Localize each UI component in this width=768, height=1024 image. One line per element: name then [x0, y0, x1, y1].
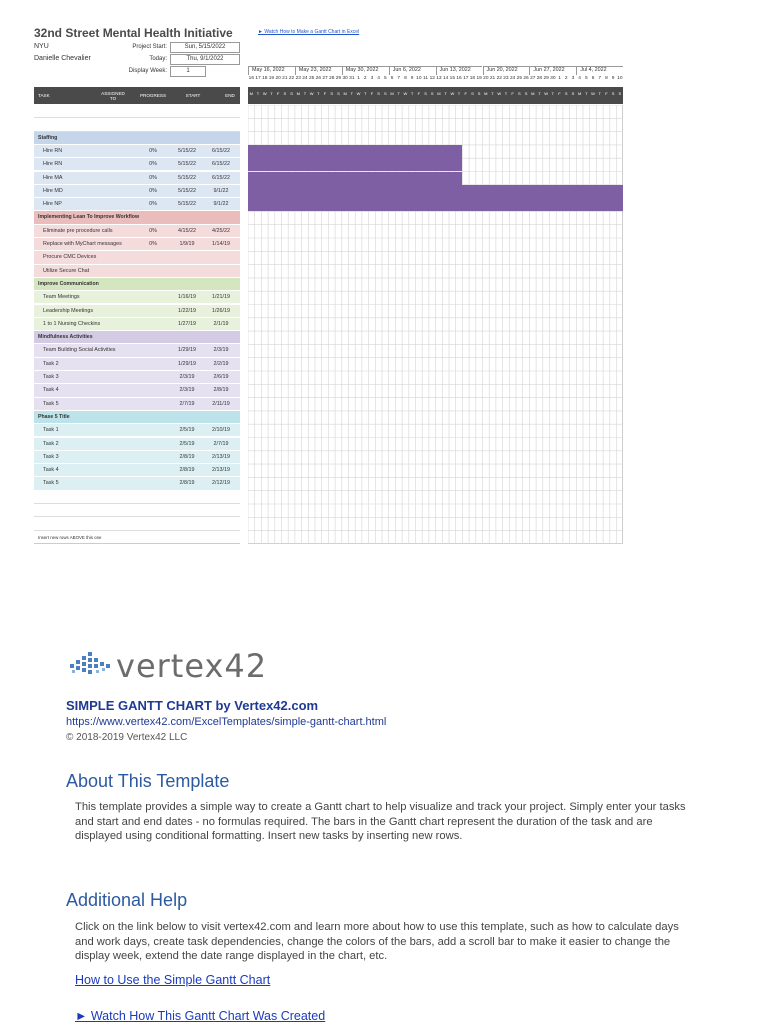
day-number: 24 [509, 76, 516, 81]
day-number: 12 [429, 76, 435, 81]
day-letter: M [390, 91, 394, 96]
week-label: May 16, 2022 [252, 67, 285, 73]
task-start[interactable]: 2/5/19 [179, 440, 195, 447]
watch-created-link[interactable]: ► Watch How This Gantt Chart Was Created [75, 1009, 326, 1023]
copyright: © 2018-2019 Vertex42 LLC [66, 732, 188, 743]
day-number: 10 [416, 76, 422, 81]
day-letter: T [364, 91, 367, 96]
day-number: 17 [463, 76, 469, 81]
task-start[interactable]: 1/29/19 [178, 360, 196, 367]
gantt-bar[interactable] [248, 185, 623, 198]
day-number: 21 [489, 76, 496, 81]
day-number: 22 [496, 76, 502, 81]
day-letter: S [337, 91, 340, 96]
day-number: 31 [349, 76, 355, 81]
task-start[interactable]: 2/8/19 [179, 453, 195, 460]
task-name[interactable]: Utilize Secure Chat [43, 267, 90, 274]
day-letter: F [323, 91, 327, 96]
day-number: 6 [390, 76, 394, 81]
day-letter: F [605, 91, 608, 96]
task-end[interactable]: 2/10/19 [212, 427, 230, 434]
task-name[interactable]: Replace with MyChart messages [43, 241, 122, 247]
column-header: PROGRESS [139, 93, 167, 98]
day-letter: W [262, 91, 267, 96]
task-start[interactable]: 2/8/19 [179, 480, 195, 487]
day-letter: T [457, 91, 461, 96]
day-letter: S [518, 91, 521, 96]
gantt-bar[interactable] [248, 145, 462, 158]
day-number: 16 [248, 76, 255, 81]
task-end[interactable]: 9/1/22 [213, 201, 229, 208]
day-letter: W [403, 91, 408, 96]
day-number: 13 [436, 76, 442, 81]
day-number: 11 [423, 76, 429, 81]
day-number: 19 [268, 76, 275, 81]
day-number: 27 [322, 76, 328, 81]
task-area-border [34, 105, 240, 544]
day-number: 26 [315, 76, 322, 81]
day-letter: W [450, 91, 455, 96]
day-number: 3 [370, 76, 374, 81]
task-end[interactable]: 2/12/19 [212, 480, 230, 487]
day-letter: M [531, 91, 535, 96]
task-start[interactable]: 2/7/19 [179, 400, 195, 407]
day-number: 1 [357, 76, 360, 81]
day-letter: T [444, 91, 447, 96]
company-name: NYU [34, 43, 49, 50]
day-letter: S [471, 91, 474, 96]
day-letter: M [484, 91, 488, 96]
task-start[interactable]: 5/15/22 [178, 161, 196, 168]
day-number: 4 [377, 76, 380, 81]
task-start[interactable]: 5/15/22 [178, 187, 196, 194]
column-header: START [185, 93, 201, 98]
task-name[interactable]: Procure CMC Devices [43, 254, 97, 261]
day-letter: S [283, 91, 287, 96]
column-header: TASK [38, 93, 50, 98]
day-letter: F [370, 91, 374, 96]
day-letter: T [410, 91, 414, 96]
task-name[interactable]: Task 5 [43, 480, 59, 487]
day-number: 22 [288, 76, 295, 81]
day-letter: W [356, 91, 361, 96]
project-title: 32nd Street Mental Health Initiative [34, 26, 233, 40]
phase-name[interactable]: Staffing [38, 134, 58, 141]
task-start[interactable]: 2/8/19 [179, 467, 195, 474]
day-letter: W [591, 91, 595, 96]
day-number: 28 [329, 76, 335, 81]
task-start[interactable]: 1/16/19 [178, 294, 196, 301]
day-number: 27 [530, 76, 536, 81]
day-letter: S [290, 91, 293, 96]
task-name[interactable]: Task 3 [43, 453, 59, 460]
day-number: 6 [591, 76, 595, 81]
task-progress[interactable]: 0% [149, 241, 157, 247]
help-text: Click on the link below to visit vertex42.com and learn more about how to use this template, such as how to calculate days and work days, create task dependencies, change the colors of the bars, add a scroll bar to make it easier to change the display week, extend the date range displayed in the chart, etc. [75, 921, 679, 962]
task-end[interactable]: 9/1/22 [213, 187, 229, 194]
display-week-label: Display Week: [128, 68, 167, 74]
project-start-field[interactable]: Sun, 5/15/2022 [170, 42, 240, 53]
watch-video-link[interactable]: ► Watch How to Make a Gantt Chart in Excel [258, 29, 360, 35]
day-number: 7 [598, 76, 602, 81]
task-name[interactable]: Task 4 [43, 387, 59, 394]
column-header: ASSIGNED TO [101, 90, 125, 101]
task-end[interactable]: 1/14/19 [212, 241, 230, 247]
week-label: May 30, 2022 [345, 67, 379, 73]
task-name[interactable]: Task 5 [43, 400, 59, 407]
task-name[interactable]: Hire MD [43, 187, 63, 194]
day-letter: S [564, 91, 568, 96]
task-start[interactable]: 5/15/22 [178, 147, 196, 154]
phase-name[interactable]: Mindfulness Activities [38, 334, 93, 341]
day-letter: S [618, 91, 622, 96]
day-number: 3 [571, 76, 575, 81]
task-end[interactable]: 2/1/19 [213, 320, 229, 327]
day-number: 29 [543, 76, 549, 81]
help-heading: Additional Help [66, 890, 188, 910]
day-number: 2 [564, 76, 568, 81]
day-number: 8 [605, 76, 608, 81]
day-number: 4 [578, 76, 581, 81]
task-name[interactable]: 1 to 1 Nursing Checkins [43, 320, 101, 327]
task-progress[interactable]: 0% [149, 174, 157, 181]
task-start[interactable]: 1/9/19 [179, 241, 195, 247]
how-to-use-link[interactable]: How to Use the Simple Gantt Chart [75, 973, 271, 987]
task-progress[interactable]: 0% [149, 161, 157, 168]
week-label: Jun 20, 2022 [486, 67, 518, 73]
day-letter: S [377, 91, 380, 96]
task-start[interactable]: 1/22/19 [178, 307, 196, 314]
day-letter: T [538, 91, 541, 96]
task-end[interactable]: 1/26/19 [212, 307, 230, 314]
day-number: 20 [275, 76, 281, 81]
week-label: Jun 6, 2022 [392, 67, 421, 73]
task-end[interactable]: 2/8/19 [213, 387, 229, 394]
day-number: 23 [503, 76, 509, 81]
day-number: 5 [384, 76, 387, 81]
promo-url[interactable]: https://www.vertex42.com/ExcelTemplates/simple-gantt-chart.html [66, 716, 387, 728]
task-end[interactable]: 2/13/19 [212, 453, 230, 460]
task-start[interactable]: 2/3/19 [179, 374, 195, 380]
task-end[interactable]: 2/7/19 [213, 440, 229, 447]
day-number: 19 [476, 76, 482, 81]
day-number: 8 [404, 76, 407, 81]
day-letter: W [497, 91, 502, 96]
today-field[interactable]: Thu, 9/1/2022 [170, 54, 240, 65]
day-letter: W [309, 91, 314, 96]
day-letter: T [598, 91, 601, 96]
task-end[interactable]: 2/2/19 [213, 360, 229, 367]
day-letter: M [577, 91, 582, 96]
task-end[interactable]: 6/15/22 [212, 161, 230, 168]
day-number: 14 [442, 76, 449, 81]
task-name[interactable]: Task 2 [43, 360, 59, 367]
task-name[interactable]: Task 3 [43, 374, 59, 380]
task-progress[interactable]: 0% [149, 201, 157, 208]
day-letter: T [585, 91, 588, 96]
day-letter: S [611, 91, 615, 96]
day-letter: S [524, 91, 528, 96]
day-number: 9 [611, 76, 615, 81]
task-start[interactable]: 2/3/19 [179, 387, 195, 394]
task-start[interactable]: 2/5/19 [179, 427, 195, 434]
day-number: 28 [536, 76, 543, 81]
day-letter: T [317, 91, 320, 96]
day-letter: F [276, 91, 280, 96]
day-letter: W [544, 91, 549, 96]
day-number: 21 [282, 76, 288, 81]
day-letter: M [437, 91, 441, 96]
task-progress[interactable]: 0% [149, 187, 157, 194]
day-letter: S [424, 91, 427, 96]
gantt-bar[interactable] [248, 172, 462, 185]
day-letter: T [303, 91, 307, 96]
about-text: This template provides a simple way to create a Gantt chart to help visualize and track your project. Simply enter your tasks and start and end dates - no formulas required. The bars in the Gantt chart represent the duration of the task and are displayed using conditional formatting. Insert new tasks by inserting new rows. [75, 801, 686, 842]
gantt-bar[interactable] [248, 198, 623, 211]
today-label: Today: [149, 56, 167, 62]
day-number: 23 [295, 76, 301, 81]
promo-title: SIMPLE GANTT CHART by Vertex42.com [66, 698, 319, 713]
day-letter: T [504, 91, 508, 96]
task-name[interactable]: Team Meetings [43, 294, 80, 301]
gantt-bar[interactable] [248, 158, 462, 171]
day-number: 30 [550, 76, 556, 81]
week-label: Jun 13, 2022 [439, 67, 471, 73]
task-name[interactable]: Task 4 [43, 467, 59, 474]
task-start[interactable]: 1/27/19 [178, 320, 196, 327]
day-letter: T [350, 91, 354, 96]
day-number: 7 [397, 76, 401, 81]
task-start[interactable]: 1/29/19 [178, 347, 196, 354]
task-end[interactable]: 2/11/19 [212, 400, 230, 407]
task-name[interactable]: Team Building Social Activities [43, 347, 116, 354]
column-header: END [225, 93, 235, 98]
day-letter: S [430, 91, 434, 96]
day-number: 29 [335, 76, 342, 81]
task-end[interactable]: 2/3/19 [213, 347, 229, 354]
task-name[interactable]: Task 2 [43, 440, 59, 447]
day-number: 10 [617, 76, 623, 81]
day-letter: S [330, 91, 334, 96]
week-label: Jun 27, 2022 [533, 67, 565, 73]
task-name[interactable]: Eliminate pre procedure calls [43, 227, 113, 234]
day-number: 26 [523, 76, 529, 81]
day-number: 18 [469, 76, 476, 81]
day-number: 20 [483, 76, 489, 81]
about-heading: About This Template [66, 771, 230, 791]
day-letter: T [397, 91, 400, 96]
day-number: 18 [262, 76, 268, 81]
task-start[interactable]: 4/15/22 [178, 227, 196, 234]
day-number: 16 [456, 76, 462, 81]
day-letter: F [417, 91, 421, 96]
phase-name[interactable]: Implementing Lean To Improve Workflow [38, 214, 139, 221]
day-number: 25 [516, 76, 523, 81]
day-number: 30 [342, 76, 348, 81]
day-letter: T [270, 91, 273, 96]
day-letter: M [249, 91, 254, 96]
day-number: 24 [302, 76, 308, 81]
insert-rows-note: Insert new rows ABOVE this one [38, 534, 102, 540]
task-start[interactable]: 5/15/22 [178, 201, 196, 208]
day-letter: S [571, 91, 575, 96]
day-number: 15 [449, 76, 456, 81]
task-end[interactable]: 2/6/19 [213, 374, 229, 380]
day-letter: T [551, 91, 555, 96]
task-end[interactable]: 6/15/22 [212, 147, 230, 154]
day-letter: M [343, 91, 347, 96]
task-name[interactable]: Task 1 [43, 427, 59, 434]
vertex42-logo-icon [68, 652, 114, 678]
task-name[interactable]: Hire NP [43, 201, 62, 208]
week-label: Jul 4, 2022 [580, 67, 607, 73]
task-name[interactable]: Leadership Meetings [43, 307, 94, 314]
day-number: 2 [363, 76, 367, 81]
day-letter: F [464, 91, 467, 96]
day-number: 25 [308, 76, 315, 81]
week-label: May 23, 2022 [298, 67, 332, 73]
task-progress[interactable]: 0% [149, 227, 157, 234]
day-letter: F [558, 91, 561, 96]
task-name[interactable]: Hire RN [43, 161, 63, 168]
day-number: 9 [410, 76, 414, 81]
day-number: 5 [585, 76, 588, 81]
project-start-label: Project Start: [132, 44, 167, 50]
day-letter: F [511, 91, 514, 96]
task-name[interactable]: Hire MA [43, 174, 63, 181]
phase-name[interactable]: Phase 5 Title [38, 413, 70, 420]
task-start[interactable]: 5/15/22 [178, 174, 196, 181]
day-letter: M [296, 91, 300, 96]
day-letter: T [491, 91, 494, 96]
day-letter: S [384, 91, 387, 96]
day-number: 1 [558, 76, 561, 81]
task-end[interactable]: 6/15/22 [212, 174, 230, 181]
task-end[interactable]: 4/25/22 [212, 227, 230, 234]
day-letter: T [256, 91, 260, 96]
day-number: 17 [255, 76, 261, 81]
task-end[interactable]: 2/13/19 [212, 467, 230, 474]
vertex42-wordmark: vertex42 [116, 647, 268, 685]
task-header-row [34, 87, 240, 104]
day-letter: S [477, 91, 481, 96]
task-name[interactable]: Hire RN [43, 147, 63, 154]
project-manager: Danielle Chevalier [34, 55, 91, 62]
phase-name[interactable]: Improve Communication [38, 280, 99, 287]
task-end[interactable]: 1/21/19 [212, 294, 230, 301]
display-week-field[interactable]: 1 [170, 66, 206, 77]
task-progress[interactable]: 0% [149, 147, 157, 154]
